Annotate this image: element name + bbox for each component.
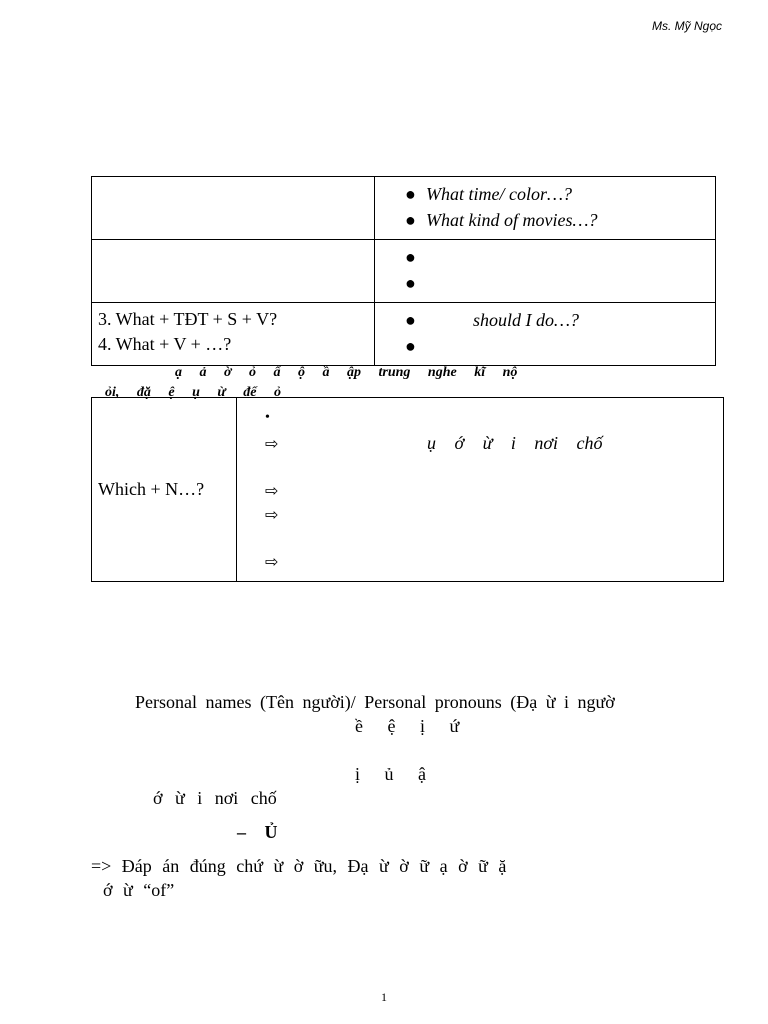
- arrow-icon: ⇨: [265, 483, 279, 500]
- table-cell-right: [375, 177, 716, 240]
- page-number: 1: [381, 990, 387, 1004]
- note-text: ỏi, đặ ệ ụ ừ để ỏ: [105, 385, 281, 400]
- bullet-icon: ●: [405, 336, 416, 356]
- list-item: [375, 270, 715, 296]
- body-text: ớ ừ i nơi chố: [153, 788, 277, 808]
- bullet-icon: ●: [405, 273, 416, 293]
- bullet-icon: ●: [405, 210, 416, 230]
- arrow-icon: ⇨: [265, 436, 279, 453]
- table-cell-right: [237, 398, 724, 582]
- body-text: – Ủ: [237, 822, 278, 842]
- body-text: ớ ừ “of”: [103, 880, 175, 900]
- structure-text: 4. What + V + …?: [98, 334, 232, 354]
- arrow-icon: ⇨: [265, 507, 279, 524]
- table-row: [92, 398, 724, 582]
- body-text: ề ệ ị ứ: [355, 716, 460, 736]
- structure-text: Which + N…?: [98, 479, 205, 499]
- question-text: What kind of movies…?: [426, 210, 598, 230]
- table-row: [92, 177, 716, 240]
- bullet-icon: ●: [405, 310, 416, 330]
- list-item: [375, 307, 715, 333]
- table-cell-left: [92, 398, 237, 582]
- which-table: [91, 397, 724, 582]
- bullet-icon: •: [265, 410, 270, 425]
- table-cell-left: [92, 240, 375, 303]
- table-cell-right: [375, 240, 716, 303]
- list-item: [375, 207, 715, 233]
- header-author: Ms. Mỹ Ngọc: [651, 19, 722, 33]
- arrow-text: ụ ớ ừ i nơi chố: [427, 433, 603, 453]
- list-item: [375, 181, 715, 207]
- structure-text: 3. What + TĐT + S + V?: [98, 309, 278, 329]
- table-row: [92, 240, 716, 303]
- arrow-icon: ⇨: [265, 554, 279, 571]
- body-text: ị ủ ậ: [355, 764, 426, 784]
- question-text: What time/ color…?: [426, 184, 572, 204]
- body-text: Personal names (Tên người)/ Personal pronouns (Đạ ừ i ngườ: [135, 692, 615, 712]
- list-item: [375, 244, 715, 270]
- bullet-icon: ●: [405, 184, 416, 204]
- question-text: should I do…?: [473, 310, 580, 330]
- body-text: => Đáp án đúng chứ ừ ờ ữu, Đạ ừ ờ ữ ạ ờ ữ ặ: [91, 856, 507, 876]
- table-cell-left: [92, 177, 375, 240]
- grammar-table: [91, 176, 716, 366]
- note-text: ạ ả ờ ỏ ấ ộ ầ ập trung nghe kĩ nộ: [175, 365, 518, 380]
- bullet-icon: ●: [405, 247, 416, 267]
